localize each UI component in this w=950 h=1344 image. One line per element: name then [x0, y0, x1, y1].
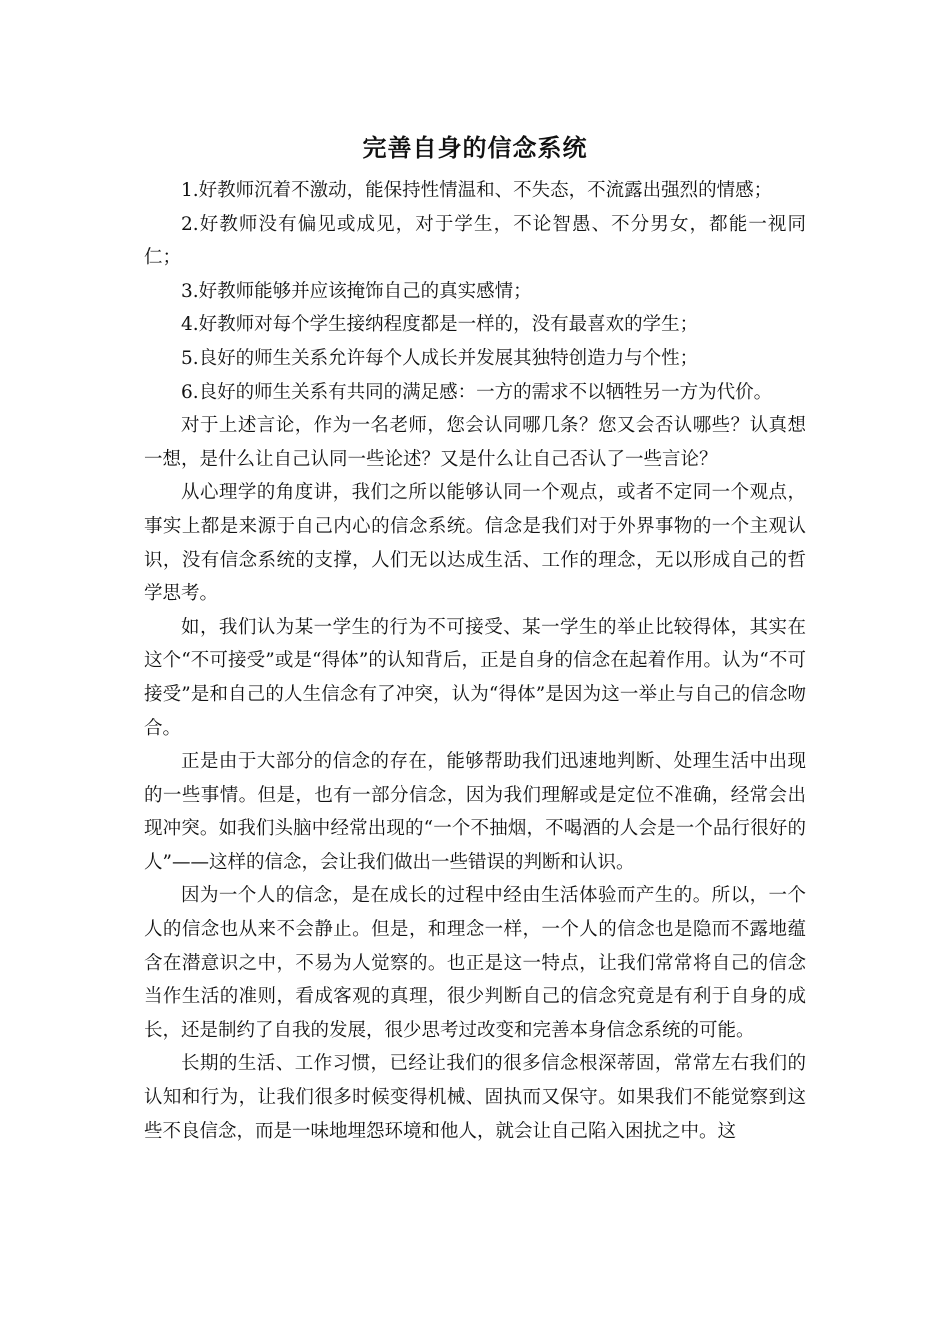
- document-page: [144, 128, 806, 1148]
- paragraph-1: 1.好教师沉着不激动，能保持性情温和、不失态，不流露出强烈的情感；: [181, 180, 773, 201]
- paragraph-10: 正是由于大部分的信念的存在，能够帮助我们迅速地判断、处理生活中出现的一些事情。但是，也有一部分信念，因为我们理解或是定位不准确，经常会出现冲突。如我们头脑中经常出现的“一个不抽烟，不喝酒的人会是一个品行很好的人”——这样的信念，会让我们做出一些错误的判断和认识。: [144, 751, 806, 873]
- paragraph-7: 对于上述言论，作为一名老师，您会认同哪几条？您又会否认哪些？认真想一想，是什么让自己认同一些论述？又是什么让自己否认了一些言论？: [144, 415, 806, 470]
- paragraph-5: 5.良好的师生关系允许每个人成长并发展其独特创造力与个性；: [181, 347, 699, 369]
- paragraph-4: 4.好教师对每个学生接纳程度都是一样的，没有最喜欢的学生；: [181, 314, 699, 336]
- paragraph-8: 从心理学的角度讲，我们之所以能够认同一个观点，或者不定同一个观点，事实上都是来源于自己内心的信念系统。信念是我们对于外界事物的一个主观认识，没有信念系统的支撑，人们无以达成生活、工作的理念，无以形成自己的哲学思考。: [144, 482, 806, 605]
- paragraph-9: 如，我们认为某一学生的行为不可接受、某一学生的举止比较得体，其实在这个“不可接受”或是“得体”的认知背后，正是自身的信念在起着作用。认为“不可接受”是和自己的人生信念有了冲突，认为“得体”是因为这一举止与自己的信念吻合。: [144, 616, 806, 739]
- paragraph-2: 2.好教师没有偏见或成见，对于学生，不论智愚、不分男女，都能一视同仁；: [144, 213, 806, 269]
- document-title: 完善自身的信念系统: [362, 133, 588, 162]
- paragraph-11: 因为一个人的信念，是在成长的过程中经由生活体验而产生的。所以，一个人的信念也从来不会静止。但是，和理念一样，一个人的信念也是隐而不露地蕴含在潜意识之中，不易为人觉察的。也正是这一特点，让我们常常将自己的信念当作生活的准则，看成客观的真理，很少判断自己的信念究竟是有利于自身的成长，还是制约了自我的发展，很少思考过改变和完善本身信念系统的可能。: [144, 885, 806, 1041]
- paragraph-12: 长期的生活、工作习惯，已经让我们的很多信念根深蒂固，常常左右我们的认知和行为，让我们很多时候变得机械、固执而又保守。如果我们不能觉察到这些不良信念，而是一味地埋怨环境和他人，就会让自己陷入困扰之中。这: [144, 1053, 806, 1142]
- paragraph-3: 3.好教师能够并应该掩饰自己的真实感情；: [181, 280, 532, 302]
- paragraph-6: 6.良好的师生关系有共同的满足感：一方的需求不以牺牲另一方为代价。: [181, 381, 773, 403]
